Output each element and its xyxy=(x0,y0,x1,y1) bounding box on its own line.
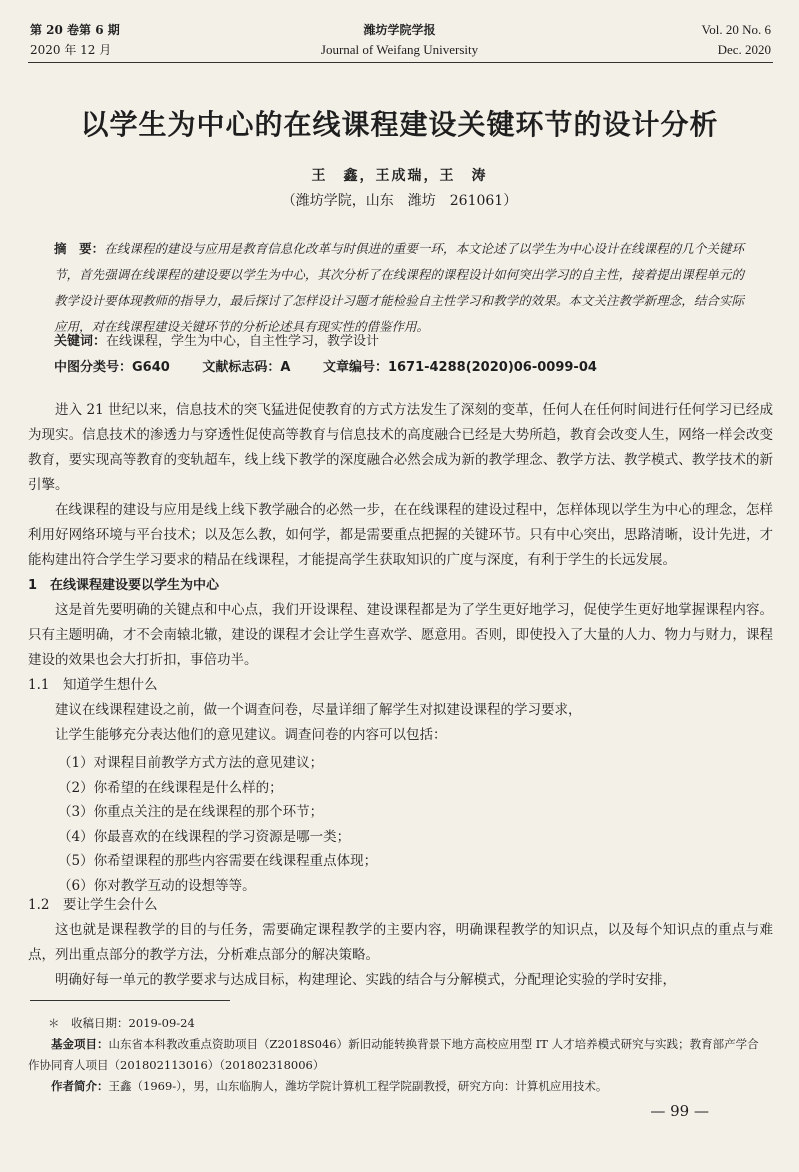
list-item: （2）你希望的在线课程是什么样的； xyxy=(58,779,283,796)
body-intro xyxy=(28,398,773,748)
footnotes xyxy=(28,1013,768,1097)
volume-cn: 第 20 卷第 6 期 xyxy=(30,23,120,37)
article-number: 文章编号：1671-4288(2020)06-0099-04 xyxy=(322,360,597,375)
keywords-text: 在线课程，学生为中心，自主性学习，教学设计 xyxy=(106,334,380,349)
received-date: ＊ 收稿日期：2019-09-24 xyxy=(48,1016,195,1030)
fund-label: 基金项目： xyxy=(51,1037,109,1051)
keywords-label: 关键词： xyxy=(54,334,107,349)
date-en: Dec. 2020 xyxy=(717,42,771,57)
list-item: （5）你希望课程的那些内容需要在线课程重点体现； xyxy=(58,853,378,869)
paragraph-1: 进入 21 世纪以来，信息技术的突飞猛进促使教育的方式方法发生了深刻的变革，任何人在任何时间进行任何学习已经成为现实。信息技术的渗透力与穿透性促使高等教育与信息技术的高度融合已经是大势所趋，教育会改变人生，网络一样会改变教育，要实现高等教育的变轨超车，线上线下教学的深度融合必然会成为新的教学理念、教学方法、教学模式、教学技术的新引擎。 xyxy=(28,402,773,493)
abstract-text: 在线课程的建设与应用是教育信息化改革与时俱进的重要一环，本文论述了以学生为中心设计在线课程的几个关键环节，首先强调在线课程的建设要以学生为中心，其次分析了在线课程的课程设计如何突出学习的自主性，接着提出课程单元的教学设计要体现教师的指导力，最后探讨了怎样设计习题才能检验自主性学习和教学的效果。本文关注教学新理念，结合实际应用，对在线课程建设关键环节的分析论述具有现实性的借鉴作用。 xyxy=(54,241,744,334)
header-rule xyxy=(28,62,773,63)
paragraph-3: 这是首先要明确的关键点和中心点，我们开设课程、建设课程都是为了学生更好地学习，促使学生更好地掌握课程内容。只有主题明确，才不会南辕北辙，建设的课程才会让学生喜欢学、愿意用。否则，即使投入了大量的人力、物力与财力，课程建设的效果也会大打折扣，事倍功半。 xyxy=(28,602,773,668)
journal-name-cn: 潍坊学院学报 xyxy=(363,23,436,37)
list-item: （1）对课程目前教学方式方法的意见建议； xyxy=(58,755,324,771)
fund-text: 山东省本科教改重点资助项目（Z2018S046）新旧动能转换背景下地方高校应用型 IT 人才培养模式研究与实践；教育部产学合作协同育人项目（201802113016）（201802318006） xyxy=(28,1037,759,1072)
affiliation: （潍坊学院，山东 潍坊 261061） xyxy=(281,193,518,209)
list-item: （3）你重点关注的是在线课程的那个环节； xyxy=(58,804,324,820)
authors: 王 鑫，王成瑞，王 涛 xyxy=(311,168,488,184)
paragraph-4a: 建议在线课程建设之前，做一个调查问卷，尽量详细了解学生对拟建设课程的学习要求， xyxy=(55,702,582,718)
article-title: 以学生为中心的在线课程建设关键环节的设计分析 xyxy=(80,108,719,141)
date-cn: 2020 年 12 月 xyxy=(30,43,112,57)
paragraph-2: 在线课程的建设与应用是线上线下教学融合的必然一步，在在线课程的建设过程中，怎样体现以学生为中心的理念，怎样利用好网络环境与平台技术；以及怎么教，如何学，都是需要重点把握的关键环节。只有中心突出，思路清晰，设计先进，才能构建出符合学生学习要求的精品在线课程，才能提高学生获取知识的广度与深度，有利于学生的长远发展。 xyxy=(28,502,773,568)
paragraph-4b: 让学生能够充分表达他们的意见建议。调查问卷的内容可以包括： xyxy=(55,727,447,743)
keywords xyxy=(54,330,379,349)
list-item: （4）你最喜欢的在线课程的学习资源是哪一类； xyxy=(58,828,351,845)
paragraph-6: 明确好每一单元的教学要求与达成目标，构建理论、实践的结合与分解模式，分配理论实验的学时安排， xyxy=(55,972,676,988)
section-1-heading: 1 在线课程建设要以学生为中心 xyxy=(28,578,220,593)
list-item: （6）你对教学互动的设想等等。 xyxy=(58,877,256,894)
paragraph-5: 这也就是课程教学的目的与任务，需要确定课程教学的主要内容，明确课程教学的知识点，以及每个知识点的重点与难点，列出重点部分的教学方法，分析难点部分的解决策略。 xyxy=(28,922,773,963)
body-section-1-2 xyxy=(28,893,773,993)
classification-line xyxy=(54,356,754,375)
clc-number: 中图分类号：G640 xyxy=(54,360,170,375)
author-bio-text: 王鑫（1969-），男，山东临朐人，潍坊学院计算机工程学院副教授，研究方向：计算机应用技术。 xyxy=(108,1079,608,1093)
section-1-2-heading: 1.2 要让学生会什么 xyxy=(28,897,158,913)
footnote-rule xyxy=(30,1000,230,1001)
document-code: 文献标志码：A xyxy=(202,360,291,375)
survey-list xyxy=(58,751,377,898)
author-bio-label: 作者简介： xyxy=(51,1079,109,1093)
section-1-1-heading: 1.1 知道学生想什么 xyxy=(28,677,158,693)
volume-en: Vol. 20 No. 6 xyxy=(701,22,771,37)
fund-info xyxy=(28,1034,768,1076)
abstract xyxy=(54,236,744,340)
abstract-label: 摘 要： xyxy=(54,241,105,256)
journal-name-en: Journal of Weifang University xyxy=(320,42,479,57)
page-number: — 99 — xyxy=(650,1102,709,1120)
author-bio xyxy=(28,1076,768,1097)
